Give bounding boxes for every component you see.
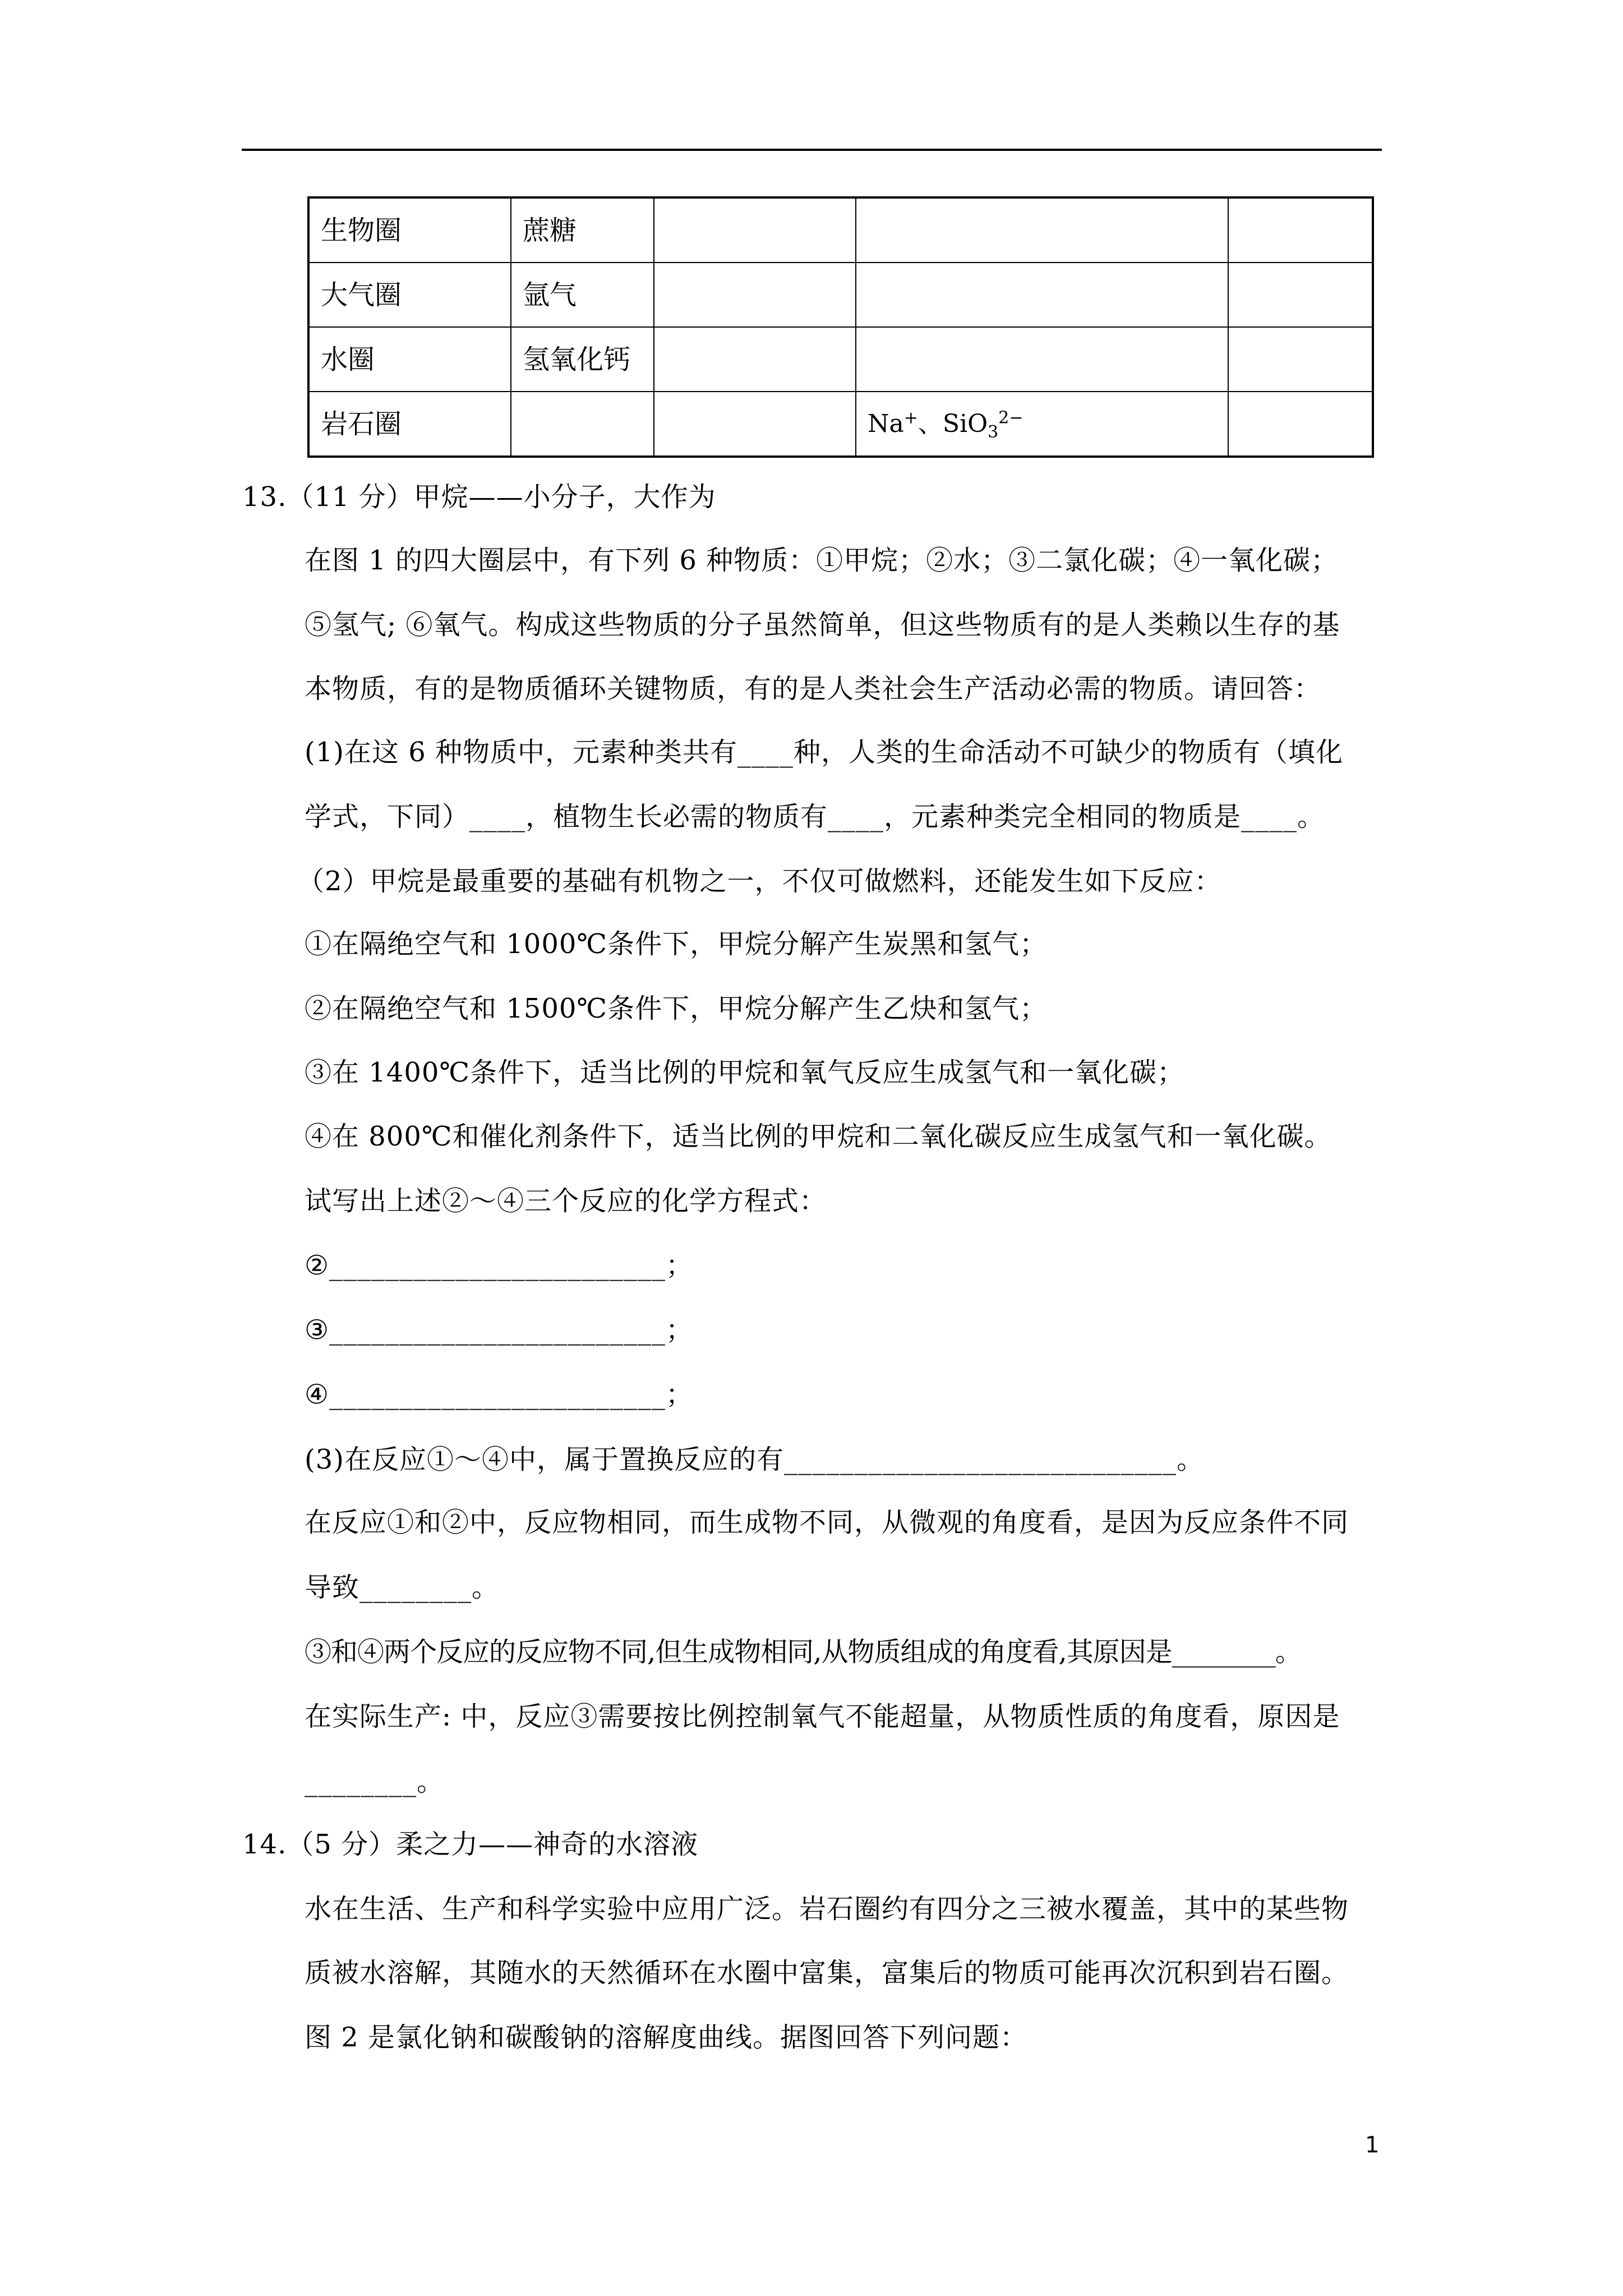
q13-part3-line: 在反应①和②中，反应物相同，而生成物不同，从微观的角度看，是因为反应条件不同 [305,1507,1349,1538]
substance-cell [511,392,654,457]
q14-body-line: 水在生活、生产和科学实验中应用广泛。岩石圈约有四分之三被水覆盖，其中的某些物 [305,1893,1349,1925]
ion-sio: SiO [942,409,988,438]
blank-cell [856,263,1228,327]
q13-intro-line: 在图 1 的四大圈层中，有下列 6 种物质：①甲烷；②水；③二氯化碳；④一氧化碳； [305,545,1339,576]
equation-blank-3[interactable]: ③________________________； [305,1314,694,1346]
q13-part2-line: 试写出上述②～④三个反应的化学方程式： [305,1185,827,1217]
q13-part2-line: ②在隔绝空气和 1500℃条件下，甲烷分解产生乙炔和氢气； [305,993,1048,1024]
ions-cell [856,392,1228,457]
substance-cell: 氢氧化钙 [511,327,654,392]
blank-cell [654,327,856,392]
q13-part2-line: ①在隔绝空气和 1000℃条件下，甲烷分解产生炭黑和氢气； [305,928,1048,960]
ion-sio-subscript: 3 [988,422,999,442]
table-row [308,392,1373,457]
q13-part3-line: ③和④两个反应的反应物不同,但生成物相同,从物质组成的角度看,其原因是________。 [305,1636,1302,1668]
q14-body-line: 图 2 是氯化钠和碳酸钠的溶解度曲线。据图回答下列问题： [305,2022,1028,2053]
q13-intro-line: ⑤氢气; ⑥氧气。构成这些物质的分子虽然简单，但这些物质有的是人类赖以生存的基 [305,609,1340,641]
q14-body-line: 质被水溶解，其随水的天然循环在水圈中富集，富集后的物质可能再次沉积到岩石圈。 [305,1957,1349,1989]
blank-cell [1228,392,1373,457]
q13-part3-line: 在实际生产: 中，反应③需要按比例控制氧气不能超量，从物质性质的角度看，原因是 [305,1701,1340,1732]
q13-part1-line: 学式，下同）____，植物生长必需的物质有____，元素种类完全相同的物质是____。 [305,801,1325,832]
substance-cell: 蔗糖 [511,197,654,263]
ion-separator: 、 [917,409,943,438]
substance-cell: 氩气 [511,263,654,327]
q14-heading: 14.（5 分）柔之力——神奇的水溶液 [242,1829,699,1860]
table-row [308,263,1373,327]
blank-cell [1228,263,1373,327]
blank-cell [856,197,1228,263]
equation-blank-2[interactable]: ②________________________； [305,1250,694,1281]
equation-blank-4[interactable]: ④________________________； [305,1379,694,1410]
blank-cell [654,263,856,327]
ion-na-charge: + [903,407,918,427]
q13-heading: 13.（11 分）甲烷——小分子，大作为 [242,481,716,513]
table-row [308,197,1373,263]
q13-part2-line: （2）甲烷是最重要的基础有机物之一，不仅可做燃料，还能发生如下反应： [297,866,1222,897]
q13-part3-line: 导致________。 [305,1572,500,1603]
header-rule [242,149,1382,151]
blank-cell [654,392,856,457]
sphere-cell: 水圈 [308,327,511,392]
q13-part2-line: ③在 1400℃条件下，适当比例的甲烷和氧气反应生成氢气和一氧化碳； [305,1057,1185,1088]
ion-sio-charge: 2− [998,407,1023,427]
q13-part2-line: ④在 800℃和催化剂条件下，适当比例的甲烷和二氧化碳反应生成氢气和一氧化碳。 [305,1121,1332,1152]
page-number: 1 [1365,2132,1380,2158]
sphere-cell: 生物圈 [308,197,511,263]
table-row [308,327,1373,392]
blank-cell [1228,197,1373,263]
sphere-cell: 大气圈 [308,263,511,327]
q13-part3-line: (3)在反应①～④中，属于置换反应的有____________________________。 [305,1444,1204,1475]
q13-part3-line: ________。 [305,1766,445,1797]
ion-na: Na [868,409,904,438]
blank-cell [856,327,1228,392]
q13-intro-line: 本物质，有的是物质循环关键物质，有的是人类社会生产活动必需的物质。请回答： [305,673,1322,705]
sphere-cell: 岩石圈 [308,392,511,457]
blank-cell [654,197,856,263]
spheres-table [307,196,1374,458]
q13-part1-line: (1)在这 6 种物质中，元素种类共有____种，人类的生命活动不可缺少的物质有（填化 [305,737,1344,768]
blank-cell [1228,327,1373,392]
